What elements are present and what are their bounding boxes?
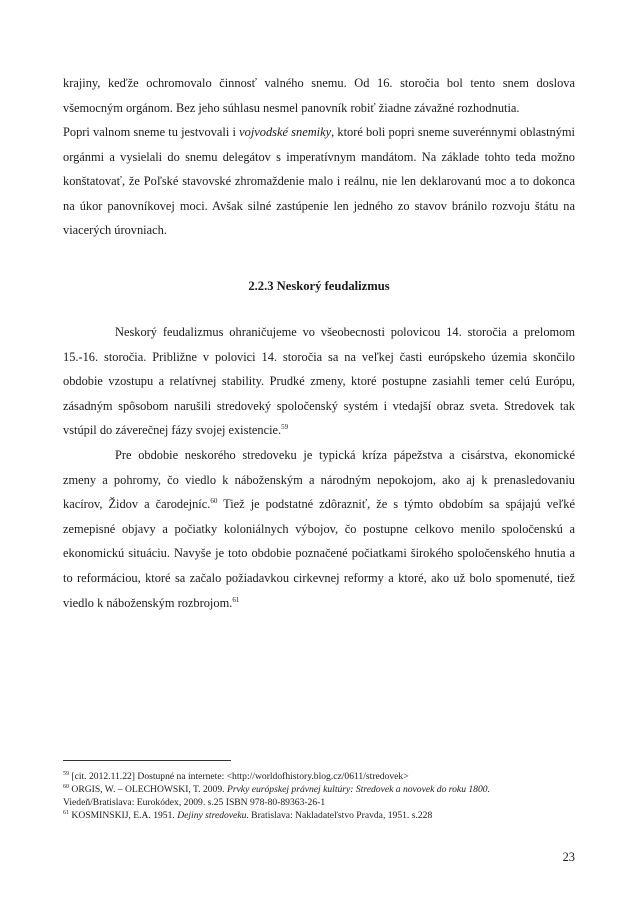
footnote-text-end: . Bratislava: Nakladateľstvo Pravda, 1951. s.228 — [246, 810, 433, 821]
paragraph-2-text-end: , ktoré boli popri sneme suverénnymi oblastnými orgánmi a vysielali do snemu delegátov s imperatívnym mandátom. Na základe tohto teda možno konštatovať, že Poľské stavovské zhromaždenie malo i reálnu, nie len deklarovanú moc a to dokonca na úkor panovníkovej moci. Avšak silné zastúpenie len jedného zo stavov bránilo rozvoju štátu na viacerých úrovniach. — [63, 125, 575, 238]
footnote-61 — [63, 809, 583, 822]
footnote-59 — [63, 770, 583, 783]
footnote-number: 60 — [63, 783, 69, 790]
footnote-title: Prvky európskej právnej kultúry: Stredovek a novovek do roku 1800. — [226, 784, 490, 795]
footnote-text: ORGIS, W. – OLECHOWSKI, T. 2009. — [69, 784, 227, 795]
footnotes — [63, 770, 583, 822]
paragraph-3 — [63, 320, 575, 443]
paragraph-2 — [63, 120, 575, 243]
paragraph-2-text-start: Popri valnom sneme tu jestvovali i — [63, 125, 240, 139]
footnote-ref-59: 59 — [281, 423, 289, 432]
footnote-text-line2: Viedeň/Bratislava: Eurokódex, 2009. s.25 ISBN 978-80-89363-26-1 — [63, 797, 326, 808]
footnote-ref-60: 60 — [210, 497, 218, 506]
footnote-number: 61 — [63, 809, 69, 816]
paragraph-1 — [63, 71, 575, 120]
footnote-ref-61: 61 — [232, 595, 240, 604]
footnote-text: [cit. 2012.11.22] Dostupné na internete: <http://worldofhistory.blog.cz/0611/stredovek> — [69, 771, 409, 782]
section-heading: 2.2.3 Neskorý feudalizmus — [248, 279, 390, 293]
footnote-number: 59 — [63, 770, 69, 777]
footnote-separator — [63, 760, 231, 761]
paragraph-2-emphasis: vojvodské snemiky — [239, 125, 332, 139]
paragraph-4-text-b: Tiež je podstatné zdôrazniť, že s týmto obdobím sa spájajú veľké zemepisné objavy a počiatky koloniálnych výbojov, čo postupne celkovo menilo spoločenskú a ekonomickú situáciu. Navyše je toto obdobie poznačené počiatkami širokého spoločenského hnutia a to reformáciou, ktoré sa začalo požiadavkou cirkevnej reformy a ktoré, ako už bolo spomenuté, tiež viedlo k náboženským rozbrojom. — [63, 497, 575, 610]
paragraph-4-text-a: Pre obdobie neskorého stredoveku je typická kríza pápežstva a cisárstva, ekonomické zmeny a pohromy, čo viedlo k náboženským a národným nepokojom, ako aj k prenasledovaniu kacírov, Židov a čarodejníc. — [63, 448, 575, 512]
footnote-text: KOSMINSKIJ, E.A. 1951. — [69, 810, 178, 821]
paragraph-4 — [63, 443, 575, 615]
footnote-60 — [63, 783, 583, 809]
paragraph-3-text: Neskorý feudalizmus ohraničujeme vo všeobecnosti polovicou 14. storočia a prelomom 15.-16. storočia. Približne v polovici 14. storočia sa na veľkej časti európskeho územia skončilo obdobie vzostupu a relatívnej stability. Prudké zmeny, ktoré postupne zasiahli temer celú Európu, zásadným spôsobom narušili stredoveký spoločenský systém i vtedajší obraz sveta. Stredovek tak vstúpil do záverečnej fázy svojej existencie. — [63, 325, 575, 438]
paragraph-1-text: krajiny, keďže ochromovalo činnosť valného snemu. Od 16. storočia bol tento snem doslova všemocným orgánom. Bez jeho súhlasu nesmel panovník robiť žiadne závažné rozhodnutia. — [63, 76, 575, 115]
footnote-title: Dejiny stredoveku — [177, 810, 247, 821]
page-number: 23 — [562, 850, 575, 864]
